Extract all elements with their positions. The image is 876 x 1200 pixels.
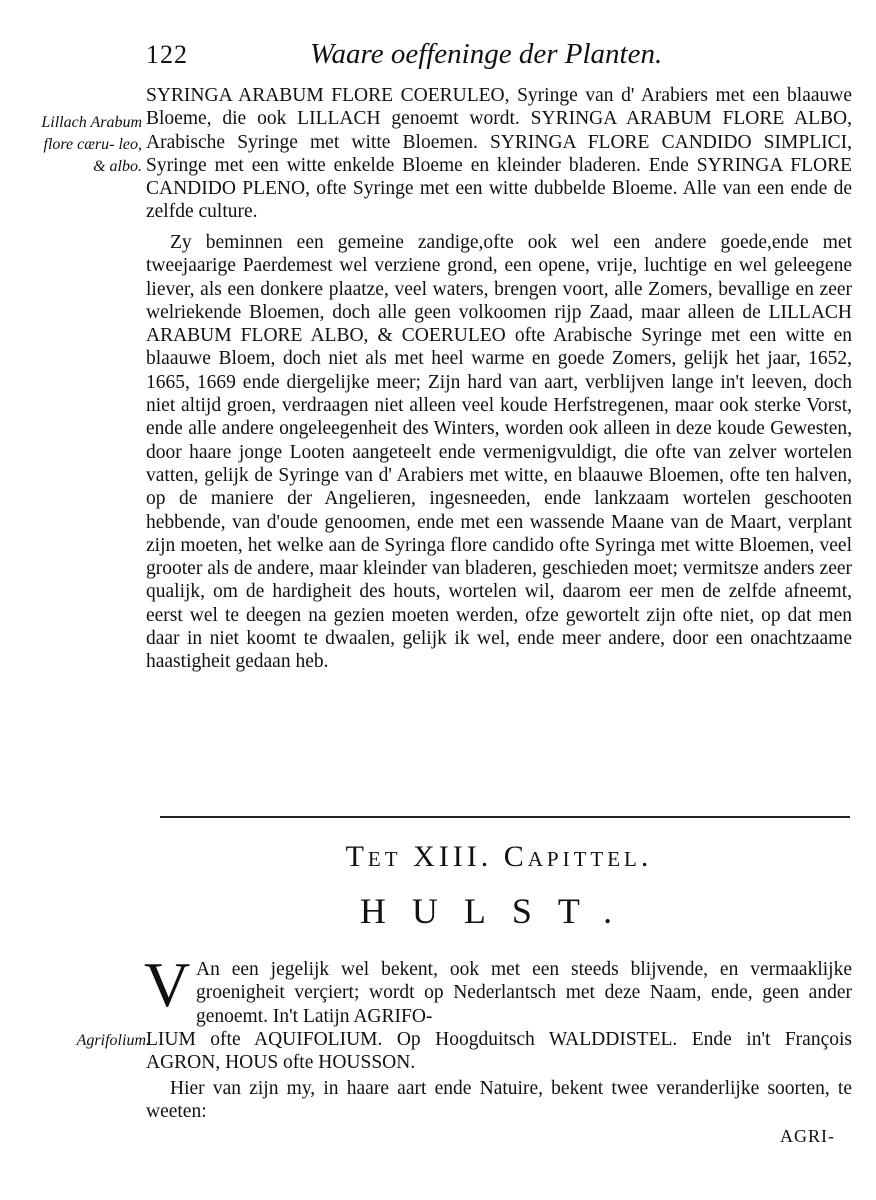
- paragraph-syringa-culture: Zy beminnen een gemeine zandige,ofte ook wel een andere goede,ende met tweejaarige Paerdemest wel verziene grond, een opene, vrije, luchtige en wel geleegene liever, als een donkere plaatze, veel waters, brengen voort, alle Zomers, bevallige en zeer welriekende Bloemen, doch alle geen volkoomen rijp Zaad, maar alleen de LILLACH ARABUM FLORE ALBO, & COERULEO ofte Arabische Syringe met een witte en blaauwe Bloem, doch niet als met heel warme en goede Zomers, gelijk het jaar, 1652, 1665, 1669 ende diergelijke meer; Zijn hard van aart, verblijven lange in't leeven, doch niet altijd groen, verdraagen niet alleen veel koude Herfstregenen, maar ook sterke Vorst, ende alle andere ongeleegenheit des Winters, worden ook alleen in deze koude Gewesten, door haare jonge Looten aangeteelt ende vermenigvuldigt, die ofte van zelver wortelen vatten, gelijk de Syringe van d' Arabiers met witte, en blaauwe Bloemen, ofte ten halven, op de maniere der Angelieren, ingesneeden, ende lankzaam wortelen geschooten hebbende, van d'oude genoomen, ende met een wassende Maane van de Maart, verplant zijn moeten, het welke aan de Syringa flore candido ofte Syringa met witte Bloemen, veel grooter als de andere, maar kleinder van bladeren, geschieden moet; vermitsze anders zeer qualijk, om de hardigheit des houts, wortelen wil, daarom eer men de zelfde afneemt, eerst wel te deegen na gezien moeten werden, ofze gewortelt zijn ofte niet, op dat men daar in niet koomt te dwaalen, gelijk ik wel, ende meer andere, door een onachtzaame haastigheit gedaan heb.: [146, 232, 852, 673]
- drop-cap: V: [144, 949, 191, 1020]
- running-head: Waare oeffeninge der Planten.: [310, 38, 663, 70]
- paragraph-hulst-intro-rest: LIUM ofte AQUIFOLIUM. Op Hoogduitsch WALDDISTEL. Ende in't François AGRON, HOUS ofte HOUSSON.: [146, 1029, 852, 1074]
- paragraph-syringa-varieties: SYRINGA ARABUM FLORE COERULEO, Syringe van d' Arabiers met een blaauwe Bloeme, die ook LILLACH genoemt wordt. SYRINGA ARABUM FLORE ALBO, Arabische Syringe met witte Bloemen. SYRINGA FLORE CANDIDO SIMPLICI, Syringe met een witte enkelde Bloeme en kleinder bladeren. Ende SYRINGA FLORE CANDIDO PLENO, ofte Syringe met een witte dubbelde Bloeme. Alle van een ende de zelfde culture.: [146, 85, 852, 223]
- margin-note-agrifolium: Agrifolium.: [76, 1032, 150, 1049]
- page-header: [146, 38, 846, 78]
- paragraph-hulst-varieties: Hier van zijn my, in haare aart ende Natuire, bekent twee veranderlijke soorten, te weeten:: [146, 1078, 852, 1123]
- chapter-heading: Tet XIII. Capittel.: [345, 840, 653, 873]
- chapter-title: HULST.: [359, 891, 639, 931]
- catchword: AGRI-: [780, 1126, 835, 1146]
- paragraph-hulst-intro-lead: An een jegelijk wel bekent, ook met een steeds blijvende, en vermaaklijke groenigheit verçiert; wordt op Nederlantsch met deze Naam, ende, geen ander genoemt. In't Latijn AGRIFO-: [196, 959, 852, 1027]
- margin-note-lillach: Lillach Arabum flore cæru- leo, & albo.: [41, 114, 142, 175]
- section-divider: [160, 816, 850, 818]
- page-number: 122: [146, 40, 188, 69]
